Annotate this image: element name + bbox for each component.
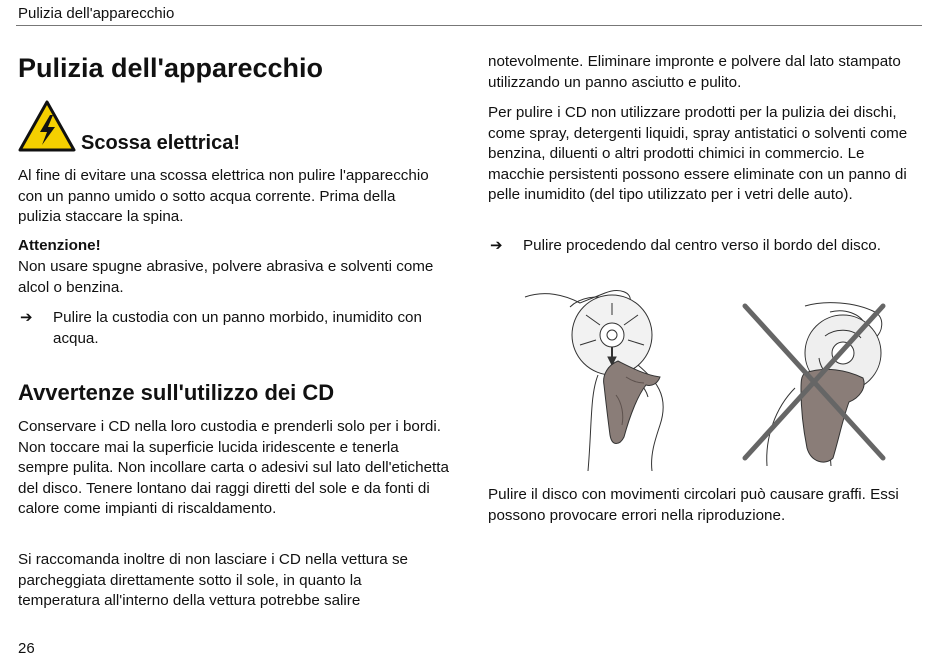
attention-label: Attenzione! (18, 237, 101, 254)
attention-text: Non usare spugne abrasive, polvere abrasiva e solventi come alcol o benzina. (18, 258, 434, 296)
cleaning-paragraph: Per pulire i CD non utilizzare prodotti per la pulizia dei dischi, come spray, detergenti liquidi, spray antistatici o solventi come benzina, diluenti o altri prodotti chimici in commercio. Le macchie persistenti possono essere eliminate con un panno di pelle inumidito (del tipo utilizzato per i vetri delle auto). (488, 104, 908, 204)
bullet-item (20, 308, 445, 350)
arrow-right-icon: ➔ (490, 237, 503, 254)
page-title: Pulizia dell'apparecchio (18, 53, 324, 83)
arrow-right-icon: ➔ (20, 309, 33, 326)
cd-cleaning-wrong-illustration (735, 298, 895, 468)
caption: Pulire il disco con movimenti circolari può causare graffi. Essi possono provocare errori nella riproduzione. (488, 486, 899, 524)
bullet-text: Pulire la custodia con un panno morbido, inumidito con acqua. (53, 309, 422, 347)
bullet-text: Pulire procedendo dal centro verso il bordo del disco. (523, 237, 881, 254)
running-header: Pulizia dell'apparecchio (18, 5, 175, 22)
cleaning-cloth (604, 361, 660, 444)
page-number: 26 (18, 640, 35, 657)
bullet-item (490, 236, 920, 278)
cd-paragraph-2: Si raccomanda inoltre di non lasciare i CD nella vettura se parcheggiata direttamente sotto il sole, in quanto la temperatura all'interno della vettura potrebbe salire (18, 551, 409, 610)
warning-text: Al fine di evitare una scossa elettrica non pulire l'apparecchio con un panno umido o sotto acqua corrente. Prima della pulizia staccare la spina. (18, 167, 429, 226)
warning-title: Scossa elettrica! (81, 132, 240, 154)
cd-cleaning-correct-illustration (520, 285, 690, 475)
section-title-cd: Avvertenze sull'utilizzo dei CD (18, 380, 335, 405)
header-rule (16, 25, 922, 26)
electric-shock-warning-icon (18, 100, 76, 152)
continuation-text: notevolmente. Eliminare impronte e polvere dal lato stampato utilizzando un panno asciutto e pulito. (488, 53, 901, 91)
cd-paragraph-1: Conservare i CD nella loro custodia e prenderli solo per i bordi. Non toccare mai la superficie lucida iridescente e tenerla sempre pulita. Non incollare carta o adesivi sul lato dell'etichetta del disco. Tenere lontano dai raggi diretti del sole e da fonti di calore come impianti di riscaldamento. (18, 418, 449, 518)
